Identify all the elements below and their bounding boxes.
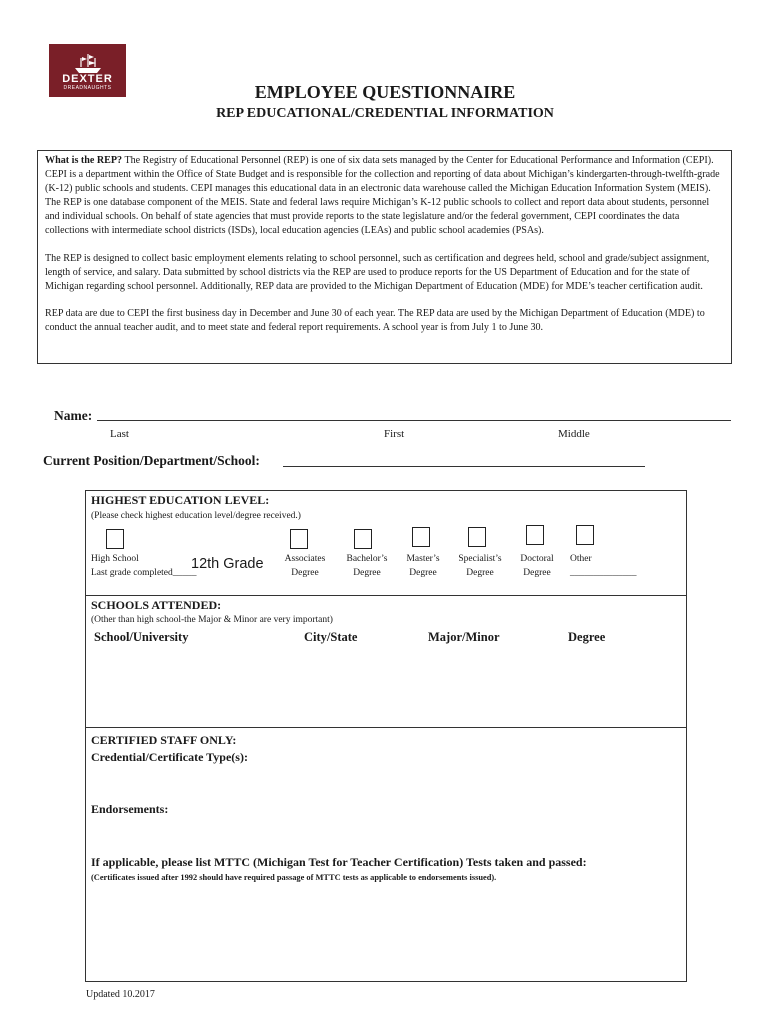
- certified-divider: [86, 727, 686, 728]
- name-label: Name:: [54, 408, 93, 423]
- col-major-minor: Major/Minor: [428, 630, 500, 644]
- endorsements-label: Endorsements:: [91, 802, 169, 816]
- specialists-label: [450, 552, 510, 580]
- col-degree: Degree: [568, 630, 606, 644]
- position-field[interactable]: [283, 466, 645, 467]
- masters-checkbox[interactable]: [412, 527, 430, 547]
- masters-line1: Master’s: [406, 554, 440, 564]
- ship-icon: [71, 52, 105, 74]
- info-paragraph-3: REP data are due to CEPI the first business day in December and June 30 of each year. The REP data are used by the Michigan Department of Education (MDE) to conduct the annual teacher audit, and to meet state and federal report requirements. A school year is from July 1 to June 30.: [45, 307, 705, 333]
- bachelors-label: [336, 552, 398, 580]
- high-school-checkbox[interactable]: [106, 529, 124, 549]
- specialists-line2: Degree: [466, 568, 494, 578]
- bachelors-line1: Bachelor’s: [346, 554, 388, 564]
- updated-date: Updated 10.2017: [86, 989, 155, 1000]
- middle-name-label: Middle: [558, 428, 590, 440]
- mttc-label: If applicable, please list MTTC (Michigan Test for Teacher Certification) Tests taken and passed:: [91, 855, 587, 869]
- specialists-checkbox[interactable]: [468, 527, 486, 547]
- associates-checkbox[interactable]: [290, 529, 308, 549]
- info-paragraph-2: The REP is designed to collect basic employment elements relating to school personnel, such as certification and degrees held, school and grade/subject assignment, length of service, and salary. Data submitted by school districts via the REP are used to produce reports for the US Department of Education and for the state of Michigan regarding school personnel. Additionally, REP data are provided to the Michigan Department of Education (MDE) for MDE’s teacher certification audit.: [45, 252, 710, 292]
- other-line2: ______________: [570, 568, 637, 578]
- col-school-university: School/University: [94, 630, 189, 644]
- associates-line2: Degree: [291, 568, 319, 578]
- page-title: EMPLOYEE QUESTIONNAIRE: [254, 82, 516, 102]
- doctoral-label: [511, 552, 563, 580]
- schools-heading: SCHOOLS ATTENDED:: [91, 598, 222, 612]
- rep-info-box: [37, 150, 732, 364]
- info-text-1: The Registry of Educational Personnel (REP) is one of six data sets managed by the Center for Educational Performance and Information (CEPI). CEPI is a department within the Office of State Budget and is responsible for the collection and reporting of data about Michigan’s kindergarten-through-twelfth-grade (K-12) public schools and students. CEPI manages this educational data in an electronic data warehouse called the Michigan Education Information System (MEIS). The REP is one database component of the MEIS. State and federal laws require Michigan’s K-12 public schools to collect and report data about students, personnel and individual schools. On behalf of state agencies that must provide reports to the state legislature and/or the federal government, CEPI coordinates the data collections with intermediate school districts (ISDs), local education agencies (LEAs) and public school academies (PSAs).: [45, 155, 720, 237]
- last-name-label: Last: [110, 428, 129, 440]
- education-heading: HIGHEST EDUCATION LEVEL:: [91, 493, 270, 507]
- bachelors-checkbox[interactable]: [354, 529, 372, 549]
- other-checkbox[interactable]: [576, 525, 594, 545]
- doctoral-line1: Doctoral: [520, 554, 554, 564]
- doctoral-line2: Degree: [523, 568, 551, 578]
- high-school-label: [91, 552, 197, 580]
- position-label: Current Position/Department/School:: [43, 453, 260, 468]
- credential-label: Credential/Certificate Type(s):: [91, 750, 248, 764]
- info-paragraph-1: [45, 154, 724, 239]
- col-city-state: City/State: [304, 630, 358, 644]
- high-school-line2: Last grade completed_____: [91, 568, 197, 578]
- schools-entry-area[interactable]: [91, 649, 681, 724]
- schools-note: (Other than high school-the Major & Minor are very important): [91, 615, 333, 625]
- masters-line2: Degree: [409, 568, 437, 578]
- high-school-line1: High School: [91, 554, 139, 564]
- certified-heading: CERTIFIED STAFF ONLY:: [91, 733, 237, 747]
- last-grade-value: 12th Grade: [191, 556, 264, 572]
- page-subtitle: REP EDUCATIONAL/CREDENTIAL INFORMATION: [216, 106, 554, 121]
- mttc-note: (Certificates issued after 1992 should have required passage of MTTC tests as applicable to endorsements issued).: [91, 873, 497, 882]
- mttc-entry-area[interactable]: [91, 887, 681, 977]
- other-line1: Other: [570, 554, 592, 564]
- schools-divider: [86, 595, 686, 596]
- education-note: (Please check highest education level/degree received.): [91, 511, 301, 521]
- info-lead: What is the REP?: [45, 155, 123, 166]
- first-name-label: First: [384, 428, 405, 440]
- logo-word: DEXTER: [62, 73, 113, 85]
- other-label: [570, 552, 650, 580]
- education-form: [85, 490, 687, 982]
- bachelors-line2: Degree: [353, 568, 381, 578]
- masters-label: [396, 552, 450, 580]
- doctoral-checkbox[interactable]: [526, 525, 544, 545]
- logo-subtitle: DREADNAUGHTS: [63, 85, 112, 91]
- specialists-line1: Specialist’s: [458, 554, 502, 564]
- name-field[interactable]: [97, 420, 731, 421]
- associates-line1: Associates: [284, 554, 326, 564]
- associates-label: [276, 552, 334, 580]
